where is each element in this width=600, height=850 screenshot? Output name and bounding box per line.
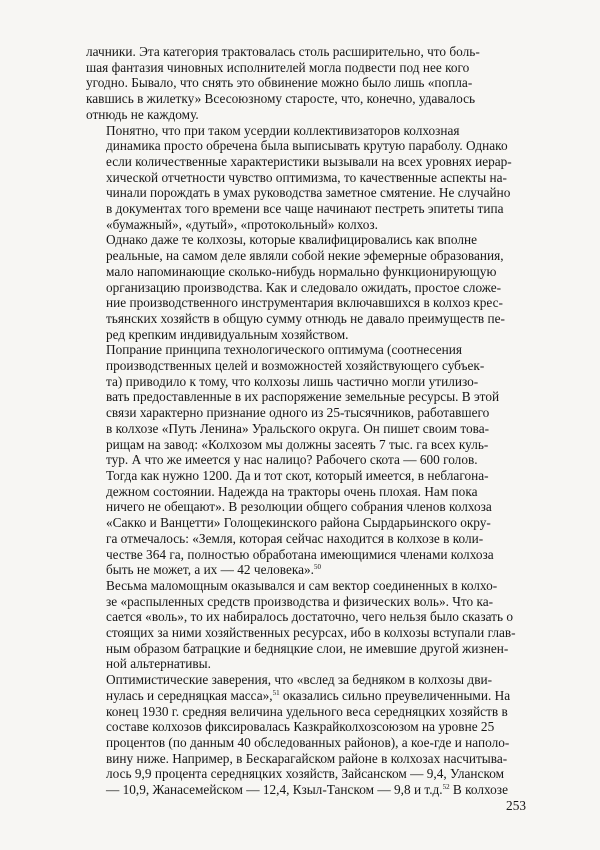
text-line (86, 107, 526, 123)
text-segment: тьянских хозяйств в общую сумму отнюдь не давало преимуществ пе- (106, 310, 505, 326)
text-line (86, 704, 526, 720)
text-segment: га отмечалось: «Земля, которая сейчас находится в колхозе в коли- (106, 530, 484, 546)
text-segment: быть не может, а их — 42 человека». (106, 562, 315, 578)
text-segment: лось 9,9 процента середняцких хозяйств, Зайсанском — 9,4, Уланском (106, 766, 505, 782)
text-segment: рищам на завод: «Колхозом мы должны засеять 7 тыс. га всех куль- (106, 436, 489, 452)
text-line (86, 594, 526, 610)
text-segment: сается «воль», то их набиралось достаточно, чего нельзя было сказать о (106, 609, 513, 625)
text-line (86, 641, 526, 657)
text-line (86, 484, 526, 500)
text-segment: в колхозе «Путь Ленина» Уральского округа. Он пишет своим това- (106, 420, 490, 436)
text-line (86, 60, 526, 76)
text-line (86, 421, 526, 437)
text-line (86, 217, 526, 233)
text-line (86, 280, 526, 296)
text-segment: тур. А что же имеется у нас налицо? Рабочего скота — 600 голов. (106, 452, 478, 468)
text-segment: вать предоставленные в их распоряжение земельные ресурсы. В этой (106, 389, 500, 405)
text-line (86, 123, 526, 139)
text-line (86, 656, 526, 672)
text-line (86, 154, 526, 170)
text-segment: вину ниже. Например, в Бескарагайском районе в колхозах насчитыва- (106, 750, 508, 766)
text-line (86, 405, 526, 421)
text-line (86, 389, 526, 405)
paragraph (86, 232, 526, 342)
text-segment: организацию производства. Как и следовало ожидать, простое сложе- (106, 279, 502, 295)
text-line (86, 468, 526, 484)
text-segment: в документах того времени все чаще начинают пестреть эпитеты типа (106, 201, 504, 217)
paragraph (86, 342, 526, 578)
text-line (86, 751, 526, 767)
text-segment: Однако даже те колхозы, которые квалифицировались как вполне (106, 232, 478, 248)
text-segment: производственных целей и возможностей хозяйствующего субъек- (106, 358, 485, 374)
text-line (86, 719, 526, 735)
text-line (86, 625, 526, 641)
text-line (86, 437, 526, 453)
text-segment: чинали порождать в умах руководства заметное смятение. Не случайно (106, 185, 511, 201)
text-segment: если количественные характеристики вызывали на всех уровнях иерар- (106, 153, 512, 169)
text-segment: связи характерно признание одного из 25-тысячников, работавшего (106, 405, 490, 421)
text-line (86, 688, 526, 704)
text-segment: дежном состоянии. Надежда на тракторы очень плохая. Нам пока (106, 483, 478, 499)
text-segment: ничего не обещают». В резолюции общего собрания членов колхоза (106, 499, 492, 515)
text-line (86, 75, 526, 91)
text-segment: конец 1930 г. средняя величина удельного веса середняцких хозяйств в (106, 703, 508, 719)
text-line (86, 562, 526, 578)
text-segment: — 10,9, Жанасемейском — 12,4, Кзыл-Танском — 9,8 и т.д. (106, 782, 443, 798)
text-segment: «Сакко и Ванцетти» Голощекинского района Сырдарьинского окру- (106, 515, 491, 531)
body-text (86, 44, 526, 798)
text-segment: та) приводило к тому, что колхозы лишь частично могли утилизо- (106, 373, 479, 389)
text-line (86, 374, 526, 390)
text-line (86, 185, 526, 201)
text-segment: Тогда как нужно 1200. Да и тот скот, который имеется, в неблагона- (106, 467, 489, 483)
text-segment: реальные, на самом деле являли собой некие эфемерные образования, (106, 248, 504, 264)
page-number: 253 (506, 798, 526, 813)
text-segment: шая фантазия чиновных исполнителей могла подвести под нее кого (86, 59, 470, 75)
text-line (86, 547, 526, 563)
text-segment: нулась и середняцкая масса», (106, 687, 273, 703)
text-segment: стоящих за ними хозяйственных ресурсах, ибо в колхозы вступали глав- (106, 625, 516, 641)
text-segment: «бумажный», «дутый», «протокольный» колхоз. (106, 216, 379, 232)
text-line (86, 342, 526, 358)
text-segment: ным образом батрацкие и бедняцкие слои, не имевшие другой жизнен- (106, 640, 509, 656)
text-segment: честве 364 га, полностью обработана имеющимися членами колхоза (106, 546, 494, 562)
footnote-ref: 52 (442, 783, 450, 792)
text-line (86, 44, 526, 60)
text-line (86, 248, 526, 264)
text-segment: составе колхозов фиксировалась Казкрайколхозсоюзом на уровне 25 (106, 719, 495, 735)
text-segment: лачники. Эта категория трактовалась столь расширительно, что боль- (86, 44, 480, 59)
text-line (86, 232, 526, 248)
text-line (86, 264, 526, 280)
text-line (86, 735, 526, 751)
text-segment: кавшись в жилетку» Всесоюзному старосте, что, конечно, удавалось (86, 91, 476, 107)
text-line (86, 327, 526, 343)
text-line (86, 295, 526, 311)
text-segment: Понятно, что при таком усердии коллективизаторов колхозная (106, 122, 460, 138)
text-segment: ред крепким индивидуальным хозяйством. (106, 326, 349, 342)
text-segment: Оптимистические заверения, что «вслед за бедняком в колхозы дви- (106, 672, 493, 688)
text-line (86, 531, 526, 547)
text-segment: ной альтернативы. (106, 656, 211, 672)
paragraph (86, 44, 526, 123)
text-line (86, 609, 526, 625)
text-segment: ние производственного инструментария включавшихся в колхоз крес- (106, 295, 503, 311)
text-line (86, 138, 526, 154)
footnote-ref: 51 (272, 688, 280, 697)
paragraph (86, 578, 526, 672)
text-line (86, 578, 526, 594)
paragraph (86, 672, 526, 798)
text-line (86, 766, 526, 782)
text-segment: В колхозе (449, 782, 508, 798)
text-line (86, 358, 526, 374)
text-line (86, 201, 526, 217)
footnote-ref: 50 (314, 563, 322, 572)
text-segment: Весьма маломощным оказывался и сам вектор соединенных в колхо- (106, 577, 498, 593)
text-segment: процентов (по данным 40 обследованных районов), а кое-где и наполо- (106, 734, 510, 750)
text-segment: угодно. Бывало, что снять это обвинение можно было лишь «попла- (86, 75, 473, 91)
text-line (86, 782, 526, 798)
text-segment: Попрание принципа технологического оптимума (соотнесения (106, 342, 462, 358)
text-line (86, 311, 526, 327)
paragraph (86, 123, 526, 233)
text-segment: мало напоминающие сколько-нибудь нормально функционирующую (106, 263, 497, 279)
text-line (86, 91, 526, 107)
text-line (86, 515, 526, 531)
text-segment: динамика просто обречена была выписывать крутую параболу. Однако (106, 138, 508, 154)
text-segment: хической отчетности чувство оптимизма, то качественные аспекты на- (106, 169, 507, 185)
text-line (86, 170, 526, 186)
text-segment: зе «распыленных средств производства и физических воль». Что ка- (106, 593, 494, 609)
text-line (86, 452, 526, 468)
text-segment: отнюдь не каждому. (86, 106, 199, 122)
text-line (86, 499, 526, 515)
text-line (86, 672, 526, 688)
text-segment: оказались сильно преувеличенными. На (279, 687, 511, 703)
